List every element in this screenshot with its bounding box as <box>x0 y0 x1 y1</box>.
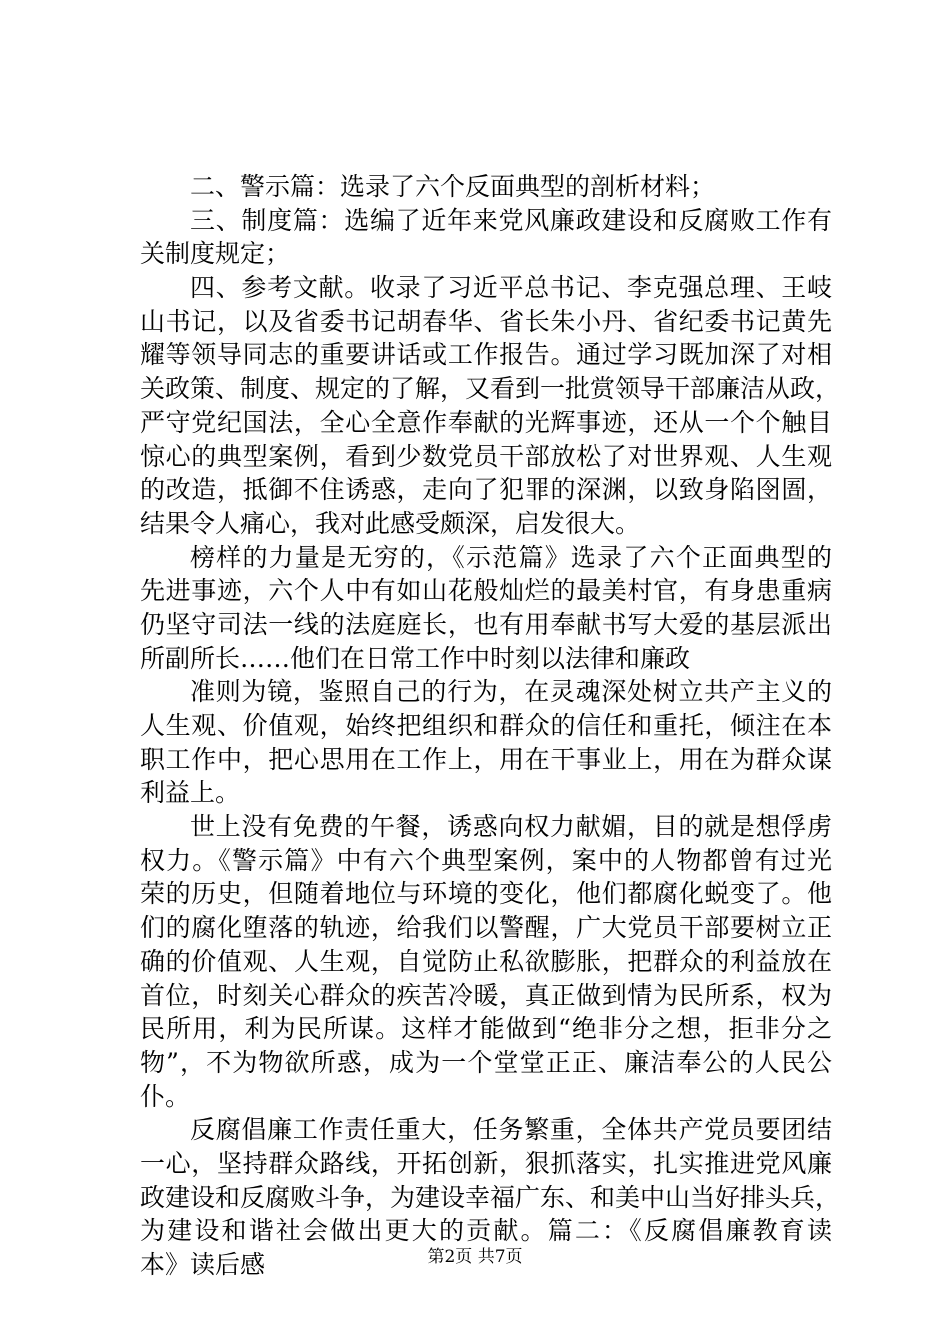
text-line: 世上没有免费的午餐，诱惑向权力献媚，目的就是想俘虏 <box>190 812 832 842</box>
paragraph <box>140 271 841 541</box>
text-line: 仍坚守司法一线的法庭庭长，也有用奉献书写大爱的基层派出 <box>140 609 832 639</box>
text-line: 的改造，抵御不住诱惑，走向了犯罪的深渊，以致身陷囹圄， <box>140 475 832 505</box>
text-line: 仆。 <box>140 1081 191 1111</box>
text-line: 权力。《警示篇》中有六个典型案例，案中的人物都曾有过光 <box>140 845 832 875</box>
document-body <box>140 170 841 1282</box>
text-line: 榜样的力量是无穷的，《示范篇》选录了六个正面典型的 <box>190 542 832 572</box>
text-line: 本》读后感 <box>140 1250 266 1279</box>
text-line: 严守党纪国法，全心全意作奉献的光辉事迹，还从一个个触目 <box>140 407 832 437</box>
text-line: 反腐倡廉工作责任重大，任务繁重，全体共产党员要团结 <box>190 1115 832 1145</box>
text-line: 惊心的典型案例，看到少数党员干部放松了对世界观、人生观 <box>140 441 832 471</box>
text-line: 所副所长……他们在日常工作中时刻以法律和廉政 <box>140 643 691 673</box>
text-line: 四、参考文献。收录了习近平总书记、李克强总理、王岐 <box>190 273 832 303</box>
text-line: 荣的历史，但随着地位与环境的变化，他们都腐化蜕变了。他 <box>140 879 832 909</box>
paragraph <box>140 170 832 204</box>
text-line: 结果令人痛心，我对此感受颇深，启发很大。 <box>140 508 641 538</box>
text-line: 关制度规定； <box>140 239 291 269</box>
text-line: 准则为镜，鉴照自己的行为，在灵魂深处树立共产主义的 <box>190 677 832 707</box>
text-line: 耀等领导同志的重要讲话或工作报告。通过学习既加深了对相 <box>140 340 832 370</box>
text-line: 先进事迹，六个人中有如山花般灿烂的最美村官，有身患重病 <box>140 576 832 606</box>
text-line: 政建设和反腐败斗争，为建设幸福广东、和美中山当好排头兵， <box>140 1182 841 1212</box>
text-line: 为建设和谐社会做出更大的贡献。篇二：《反腐倡廉教育读 <box>140 1216 832 1246</box>
text-line: 利益上。 <box>140 778 241 808</box>
text-line: 二、警示篇：选录了六个反面典型的剖析材料； <box>190 172 716 201</box>
paragraph <box>140 810 832 1113</box>
paragraph <box>140 541 832 676</box>
page-footer: 第2页 共7页 <box>427 1247 523 1267</box>
text-line: 民所用，利为民所谋。这样才能做到“绝非分之想，拒非分之 <box>140 1014 832 1044</box>
text-line: 三、制度篇：选编了近年来党风廉政建设和反腐败工作有 <box>190 205 832 235</box>
text-line: 山书记，以及省委书记胡春华、省长朱小丹、省纪委书记黄先 <box>140 306 832 336</box>
text-line: 们的腐化堕落的轨迹，给我们以警醒，广大党员干部要树立正 <box>140 913 832 943</box>
text-line: 人生观、价值观，始终把组织和群众的信任和重托，倾注在本 <box>140 711 832 740</box>
text-line: 职工作中，把心思用在工作上，用在干事业上，用在为群众谋 <box>140 744 832 774</box>
text-line: 确的价值观、人生观，自觉防止私欲膨胀，把群众的利益放在 <box>140 946 832 976</box>
text-line: 首位，时刻关心群众的疾苦冷暖，真正做到情为民所系，权为 <box>140 980 832 1010</box>
paragraph <box>140 675 832 810</box>
text-line: 关政策、制度、规定的了解，又看到一批赏领导干部廉洁从政， <box>140 374 841 404</box>
paragraph <box>140 204 832 271</box>
text-line: 一心，坚持群众路线，开拓创新，狠抓落实，扎实推进党风廉 <box>140 1148 832 1178</box>
text-line: 物”，不为物欲所惑，成为一个堂堂正正、廉洁奉公的人民公 <box>140 1047 832 1077</box>
